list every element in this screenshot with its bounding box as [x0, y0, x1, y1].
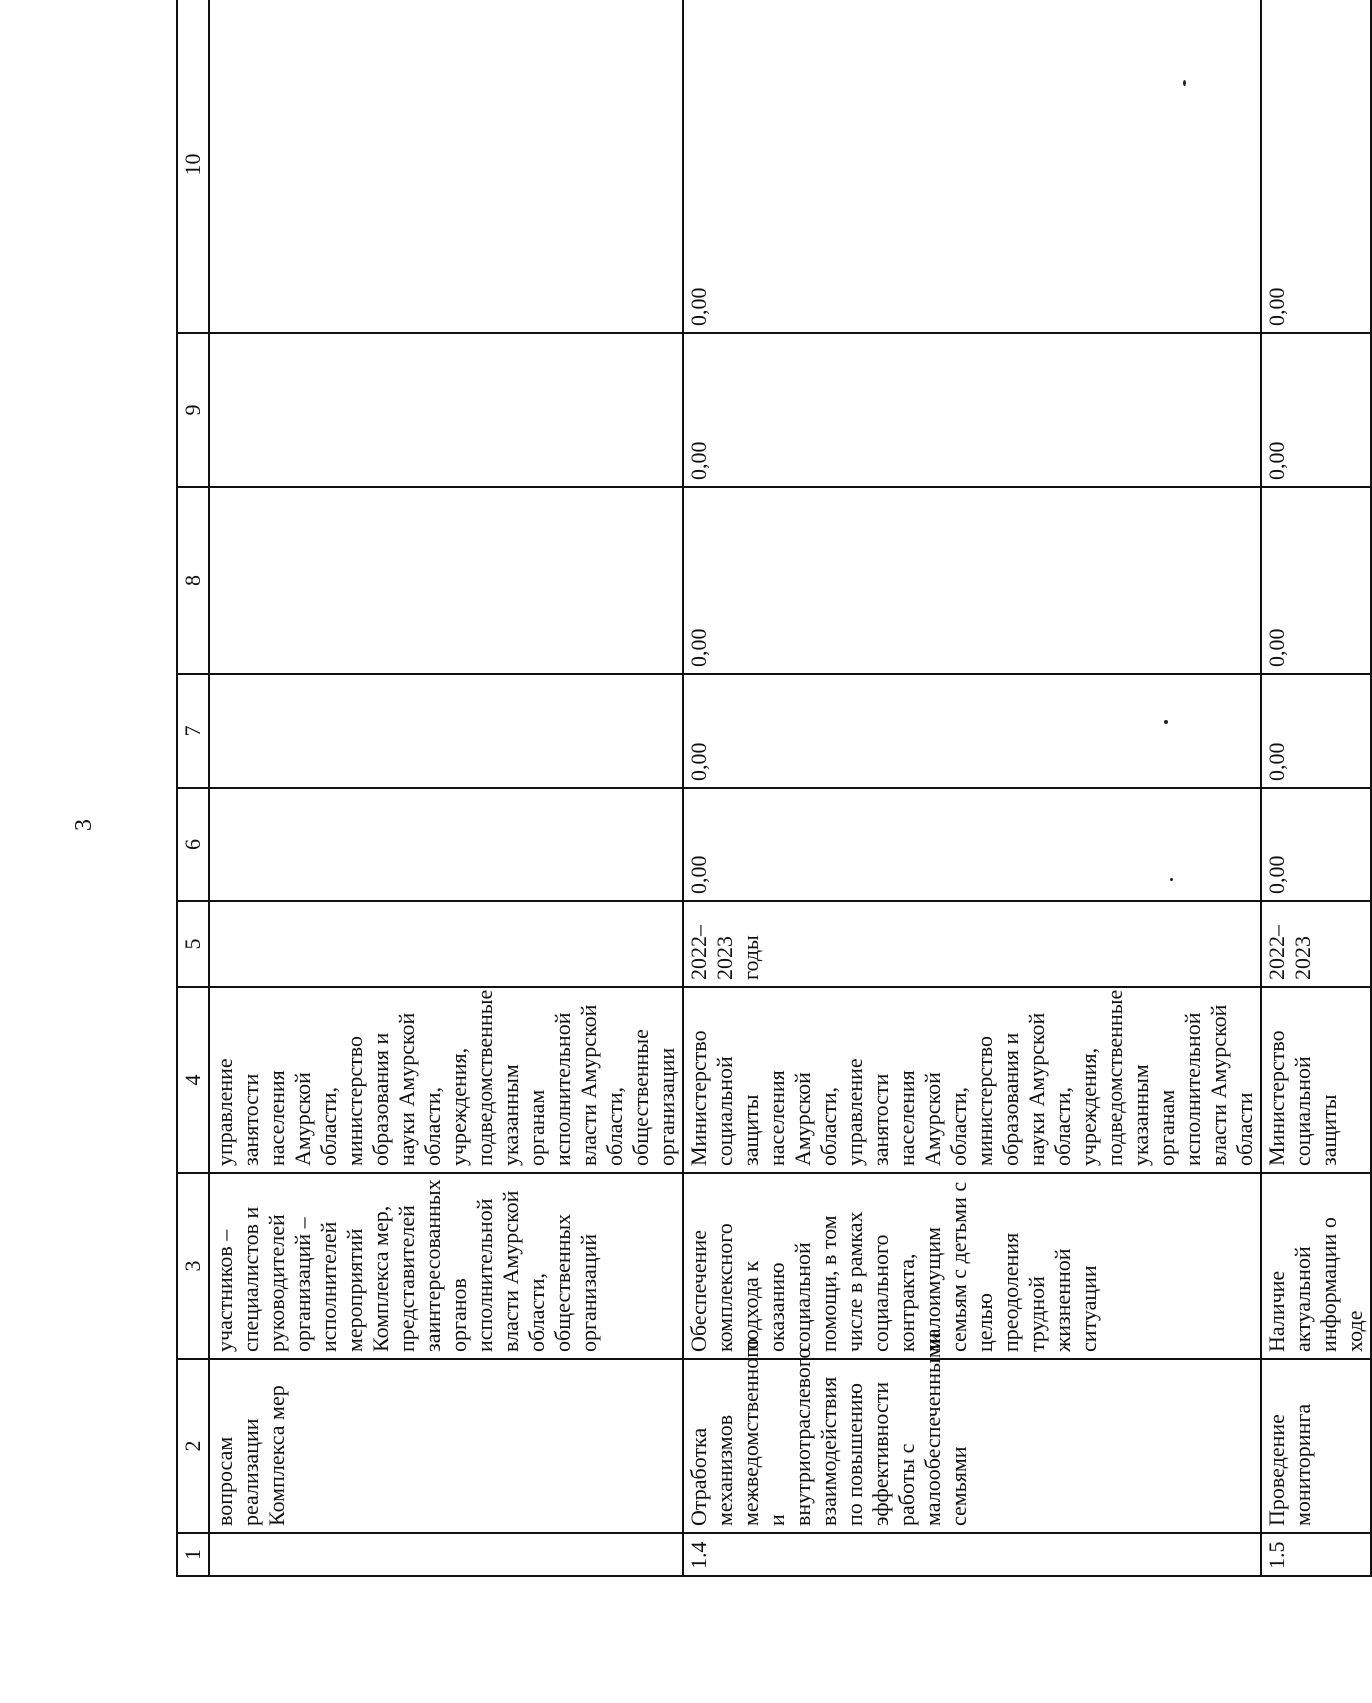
rotated-table-wrapper: [176, 77, 1367, 1577]
value-cell-7: 0,00: [1261, 674, 1371, 788]
period-cell: 2022–2023: [1261, 901, 1371, 987]
value-cell-10: 0,00: [1261, 0, 1371, 333]
executors-text: управление занятости населения Амурской области, министерство образования и науки Амурской области, учреждения, подведомственные указанным органам исполнительной власти Амурской области, общественные организации: [212, 989, 679, 1166]
value-cell-9: 0,00: [683, 333, 1261, 487]
value-cell-6: 0,00: [1261, 788, 1371, 901]
measure-name-cell: [1261, 1359, 1371, 1533]
scan-speck: [1164, 720, 1168, 724]
executors-text: Министерство социальной защиты: [1264, 1030, 1341, 1166]
value-cell-8: 0,00: [1261, 487, 1371, 674]
column-number-2: 2: [177, 1359, 209, 1533]
column-number-3: 3: [177, 1173, 209, 1359]
column-number-10: 10: [177, 0, 209, 333]
row-number-cell: [209, 1533, 683, 1576]
measure-name-text: Отработка механизмов межведомственного и внутриотраслевого взаимодействия по повышению эффективности работы с малообеспеченными семьями: [686, 1332, 971, 1526]
expected-result-text: Наличие актуальной информации о ходе: [1264, 1217, 1367, 1352]
scan-speck: [1170, 878, 1173, 881]
table-row: [1261, 0, 1371, 1576]
column-number-6: 6: [177, 788, 209, 901]
value-cell-7: 0,00: [683, 674, 1261, 788]
period-cell: 2022–2023 годы: [683, 901, 1261, 987]
executors-text: Министерство социальной защиты населения Амурской области, управление занятости населения Амурской области, министерство образования и науки Амурской области, учреждения, подведомственные указанным органам исполнительной власти Амурской области: [686, 989, 1257, 1166]
measure-name-text: Проведение мониторинга: [1264, 1403, 1315, 1526]
table-row: [683, 0, 1261, 1576]
page-number: 3: [71, 819, 97, 831]
executors-cell: [1261, 987, 1371, 1173]
measure-name-cell: [209, 1359, 683, 1533]
column-number-4: 4: [177, 987, 209, 1173]
measure-name-cell: [683, 1332, 1261, 1533]
executors-cell: [683, 987, 1261, 1173]
column-number-9: 9: [177, 333, 209, 487]
value-cell-9: [209, 333, 683, 487]
value-cell-10: 0,00: [683, 0, 1261, 333]
expected-result-text: Обеспечение комплексного подхода к оказанию социальной помощи, в том числе в рамках социального контракта, малоимущим семьям с детьми с целью преодоления трудной жизненной ситуации: [686, 1181, 1101, 1352]
value-cell-10: [209, 0, 683, 333]
column-number-8: 8: [177, 487, 209, 674]
column-number-5: 5: [177, 901, 209, 987]
value-cell-9: 0,00: [1261, 333, 1371, 487]
table-row: [209, 0, 683, 1576]
row-number-cell: 1.5: [1261, 1533, 1371, 1576]
expected-result-text: участников – специалистов и руководителей организаций – исполнителей мероприятий Комплекса мер, представителей заинтересованных органов исполнительной власти Амурской области, общественных организаций: [212, 1179, 601, 1352]
expected-result-cell: [683, 1173, 1261, 1359]
program-measures-table: [176, 0, 1372, 1577]
value-cell-6: [209, 788, 683, 901]
table-header-row: [177, 0, 209, 1576]
column-number-7: 7: [177, 674, 209, 788]
value-cell-6: 0,00: [683, 788, 1261, 901]
expected-result-cell: [209, 1173, 683, 1359]
measure-name-text: вопросам реализации Комплекса мер: [212, 1385, 289, 1526]
expected-result-cell: [1261, 1173, 1371, 1359]
value-cell-7: [209, 674, 683, 788]
period-cell: [209, 901, 683, 987]
executors-cell: [209, 987, 683, 1173]
value-cell-8: [209, 487, 683, 674]
row-number-cell: 1.4: [683, 1533, 1261, 1576]
column-number-1: 1: [177, 1533, 209, 1576]
scan-speck: [1183, 80, 1186, 86]
value-cell-8: 0,00: [683, 487, 1261, 674]
